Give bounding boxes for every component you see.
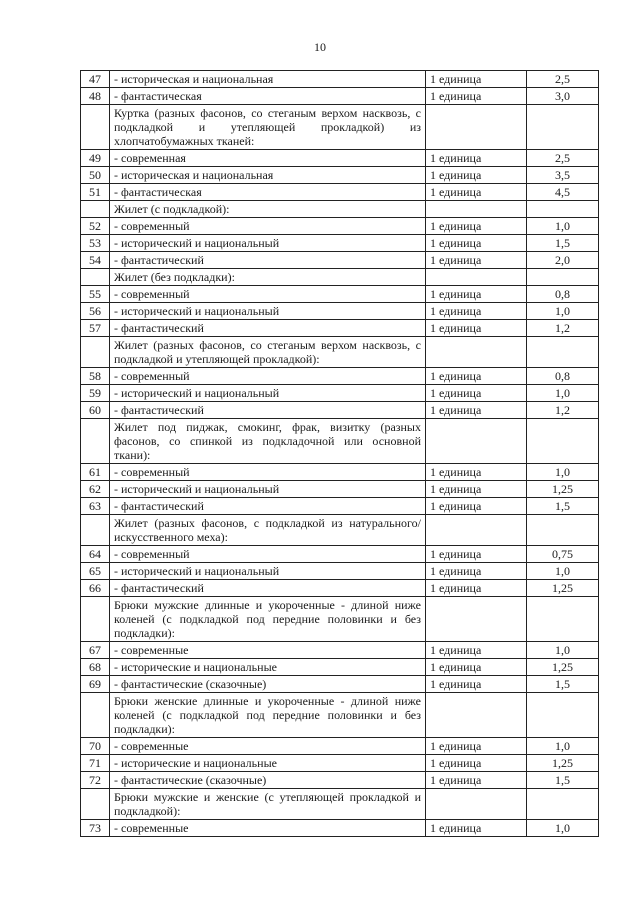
unit-of-measure: 1 единица	[426, 402, 527, 419]
norm-value: 3,0	[527, 88, 599, 105]
row-number: 60	[81, 402, 110, 419]
row-number-cell	[81, 515, 110, 546]
unit-of-measure: 1 единица	[426, 464, 527, 481]
item-name: - историческая и национальная	[110, 167, 426, 184]
unit-of-measure: 1 единица	[426, 368, 527, 385]
table-body	[81, 71, 599, 837]
value-cell	[527, 105, 599, 150]
norm-value: 1,25	[527, 755, 599, 772]
unit-of-measure: 1 единица	[426, 303, 527, 320]
unit-of-measure: 1 единица	[426, 88, 527, 105]
item-name: - фантастический	[110, 498, 426, 515]
table-row	[81, 642, 599, 659]
value-cell	[527, 515, 599, 546]
item-name: - фантастическая	[110, 88, 426, 105]
item-name: - исторический и национальный	[110, 303, 426, 320]
row-number: 71	[81, 755, 110, 772]
group-header-row	[81, 419, 599, 464]
unit-of-measure: 1 единица	[426, 755, 527, 772]
table-row	[81, 676, 599, 693]
item-name: - современные	[110, 738, 426, 755]
row-number-cell	[81, 337, 110, 368]
table-row	[81, 820, 599, 837]
group-title: Жилет (разных фасонов, со стеганым верхом насквозь, с подкладкой и утепляющей прокладкой):	[110, 337, 426, 368]
row-number: 48	[81, 88, 110, 105]
unit-of-measure: 1 единица	[426, 659, 527, 676]
norm-value: 1,0	[527, 738, 599, 755]
table-row	[81, 563, 599, 580]
item-name: - исторический и национальный	[110, 385, 426, 402]
norm-value: 1,5	[527, 498, 599, 515]
row-number: 69	[81, 676, 110, 693]
row-number: 55	[81, 286, 110, 303]
norm-value: 1,0	[527, 218, 599, 235]
table-row	[81, 303, 599, 320]
item-name: - фантастические (сказочные)	[110, 676, 426, 693]
group-title: Жилет (без подкладки):	[110, 269, 426, 286]
row-number: 47	[81, 71, 110, 88]
table-row	[81, 252, 599, 269]
unit-of-measure: 1 единица	[426, 184, 527, 201]
table-row	[81, 88, 599, 105]
table-row	[81, 755, 599, 772]
costume-norms-table	[80, 70, 599, 837]
unit-of-measure: 1 единица	[426, 820, 527, 837]
row-number: 65	[81, 563, 110, 580]
item-name: - современная	[110, 150, 426, 167]
value-cell	[527, 693, 599, 738]
unit-of-measure: 1 единица	[426, 738, 527, 755]
norm-value: 1,5	[527, 235, 599, 252]
norm-value: 0,8	[527, 286, 599, 303]
row-number: 68	[81, 659, 110, 676]
norm-value: 0,8	[527, 368, 599, 385]
unit-of-measure: 1 единица	[426, 498, 527, 515]
norm-value: 3,5	[527, 167, 599, 184]
table-row	[81, 320, 599, 337]
value-cell	[527, 201, 599, 218]
row-number: 57	[81, 320, 110, 337]
row-number: 73	[81, 820, 110, 837]
norm-value: 1,5	[527, 772, 599, 789]
row-number: 52	[81, 218, 110, 235]
norm-value: 1,0	[527, 464, 599, 481]
item-name: - современный	[110, 286, 426, 303]
row-number: 62	[81, 481, 110, 498]
table-row	[81, 71, 599, 88]
norm-value: 4,5	[527, 184, 599, 201]
norm-value: 0,75	[527, 546, 599, 563]
norm-value: 1,2	[527, 320, 599, 337]
norm-value: 1,0	[527, 642, 599, 659]
unit-of-measure: 1 единица	[426, 772, 527, 789]
unit-cell	[426, 105, 527, 150]
row-number: 63	[81, 498, 110, 515]
table-row	[81, 184, 599, 201]
value-cell	[527, 337, 599, 368]
group-header-row	[81, 105, 599, 150]
row-number-cell	[81, 269, 110, 286]
group-header-row	[81, 201, 599, 218]
table-row	[81, 150, 599, 167]
unit-cell	[426, 597, 527, 642]
item-name: - современный	[110, 218, 426, 235]
table-row	[81, 498, 599, 515]
group-title: Жилет под пиджак, смокинг, фрак, визитку (разных фасонов, со спинкой из подкладочной или основной ткани):	[110, 419, 426, 464]
unit-of-measure: 1 единица	[426, 235, 527, 252]
item-name: - историческая и национальная	[110, 71, 426, 88]
group-header-row	[81, 789, 599, 820]
item-name: - современный	[110, 546, 426, 563]
unit-of-measure: 1 единица	[426, 71, 527, 88]
page-number: 10	[314, 40, 326, 54]
unit-of-measure: 1 единица	[426, 252, 527, 269]
unit-of-measure: 1 единица	[426, 218, 527, 235]
value-cell	[527, 789, 599, 820]
value-cell	[527, 597, 599, 642]
unit-of-measure: 1 единица	[426, 320, 527, 337]
item-name: - современный	[110, 464, 426, 481]
table-row	[81, 368, 599, 385]
table-row	[81, 385, 599, 402]
table-row	[81, 546, 599, 563]
norm-value: 1,0	[527, 820, 599, 837]
norm-value: 1,5	[527, 676, 599, 693]
norm-value: 1,25	[527, 481, 599, 498]
row-number-cell	[81, 105, 110, 150]
row-number: 64	[81, 546, 110, 563]
unit-cell	[426, 515, 527, 546]
row-number: 70	[81, 738, 110, 755]
row-number: 49	[81, 150, 110, 167]
table-row	[81, 580, 599, 597]
item-name: - фантастический	[110, 252, 426, 269]
unit-of-measure: 1 единица	[426, 286, 527, 303]
unit-of-measure: 1 единица	[426, 563, 527, 580]
table-row	[81, 402, 599, 419]
row-number: 67	[81, 642, 110, 659]
unit-cell	[426, 269, 527, 286]
norm-value: 1,0	[527, 385, 599, 402]
row-number: 61	[81, 464, 110, 481]
group-title: Брюки мужские длинные и укороченные - длиной ниже коленей (с подкладкой под передние половинки и без подкладки):	[110, 597, 426, 642]
norm-value: 2,5	[527, 150, 599, 167]
item-name: - фантастические (сказочные)	[110, 772, 426, 789]
unit-of-measure: 1 единица	[426, 580, 527, 597]
item-name: - исторический и национальный	[110, 563, 426, 580]
norm-value: 2,5	[527, 71, 599, 88]
unit-cell	[426, 201, 527, 218]
unit-cell	[426, 419, 527, 464]
norm-value: 1,0	[527, 303, 599, 320]
row-number: 53	[81, 235, 110, 252]
row-number: 72	[81, 772, 110, 789]
item-name: - исторический и национальный	[110, 235, 426, 252]
group-title: Жилет (разных фасонов, с подкладкой из натурального/искусственного меха):	[110, 515, 426, 546]
row-number-cell	[81, 597, 110, 642]
group-header-row	[81, 269, 599, 286]
unit-of-measure: 1 единица	[426, 676, 527, 693]
table-row	[81, 738, 599, 755]
unit-of-measure: 1 единица	[426, 167, 527, 184]
norm-value: 1,2	[527, 402, 599, 419]
group-title: Жилет (с подкладкой):	[110, 201, 426, 218]
row-number: 51	[81, 184, 110, 201]
table-row	[81, 167, 599, 184]
norm-value: 1,25	[527, 580, 599, 597]
group-title: Брюки женские длинные и укороченные - длиной ниже коленей (с подкладкой под передние половинки и без подкладки):	[110, 693, 426, 738]
item-name: - фантастический	[110, 580, 426, 597]
item-name: - современный	[110, 368, 426, 385]
item-name: - современные	[110, 642, 426, 659]
group-header-row	[81, 515, 599, 546]
group-header-row	[81, 337, 599, 368]
row-number: 50	[81, 167, 110, 184]
row-number: 58	[81, 368, 110, 385]
row-number: 54	[81, 252, 110, 269]
table-row	[81, 659, 599, 676]
row-number-cell	[81, 789, 110, 820]
norm-value: 2,0	[527, 252, 599, 269]
unit-cell	[426, 693, 527, 738]
item-name: - фантастический	[110, 402, 426, 419]
unit-of-measure: 1 единица	[426, 481, 527, 498]
unit-of-measure: 1 единица	[426, 642, 527, 659]
unit-of-measure: 1 единица	[426, 385, 527, 402]
unit-of-measure: 1 единица	[426, 546, 527, 563]
item-name: - исторические и национальные	[110, 659, 426, 676]
row-number-cell	[81, 201, 110, 218]
item-name: - фантастическая	[110, 184, 426, 201]
item-name: - современные	[110, 820, 426, 837]
row-number: 59	[81, 385, 110, 402]
table-row	[81, 772, 599, 789]
table-row	[81, 286, 599, 303]
item-name: - исторические и национальные	[110, 755, 426, 772]
unit-of-measure: 1 единица	[426, 150, 527, 167]
item-name: - исторический и национальный	[110, 481, 426, 498]
group-title: Брюки мужские и женские (с утепляющей прокладкой и подкладкой):	[110, 789, 426, 820]
table-row	[81, 235, 599, 252]
value-cell	[527, 269, 599, 286]
row-number-cell	[81, 419, 110, 464]
table-row	[81, 481, 599, 498]
row-number-cell	[81, 693, 110, 738]
row-number: 56	[81, 303, 110, 320]
unit-cell	[426, 337, 527, 368]
item-name: - фантастический	[110, 320, 426, 337]
row-number: 66	[81, 580, 110, 597]
group-title: Куртка (разных фасонов, со стеганым верхом насквозь, с подкладкой и утепляющей прокладкой) из хлопчатобумажных тканей:	[110, 105, 426, 150]
table-row	[81, 218, 599, 235]
unit-cell	[426, 789, 527, 820]
group-header-row	[81, 597, 599, 642]
table-row	[81, 464, 599, 481]
norm-value: 1,25	[527, 659, 599, 676]
group-header-row	[81, 693, 599, 738]
value-cell	[527, 419, 599, 464]
norm-value: 1,0	[527, 563, 599, 580]
